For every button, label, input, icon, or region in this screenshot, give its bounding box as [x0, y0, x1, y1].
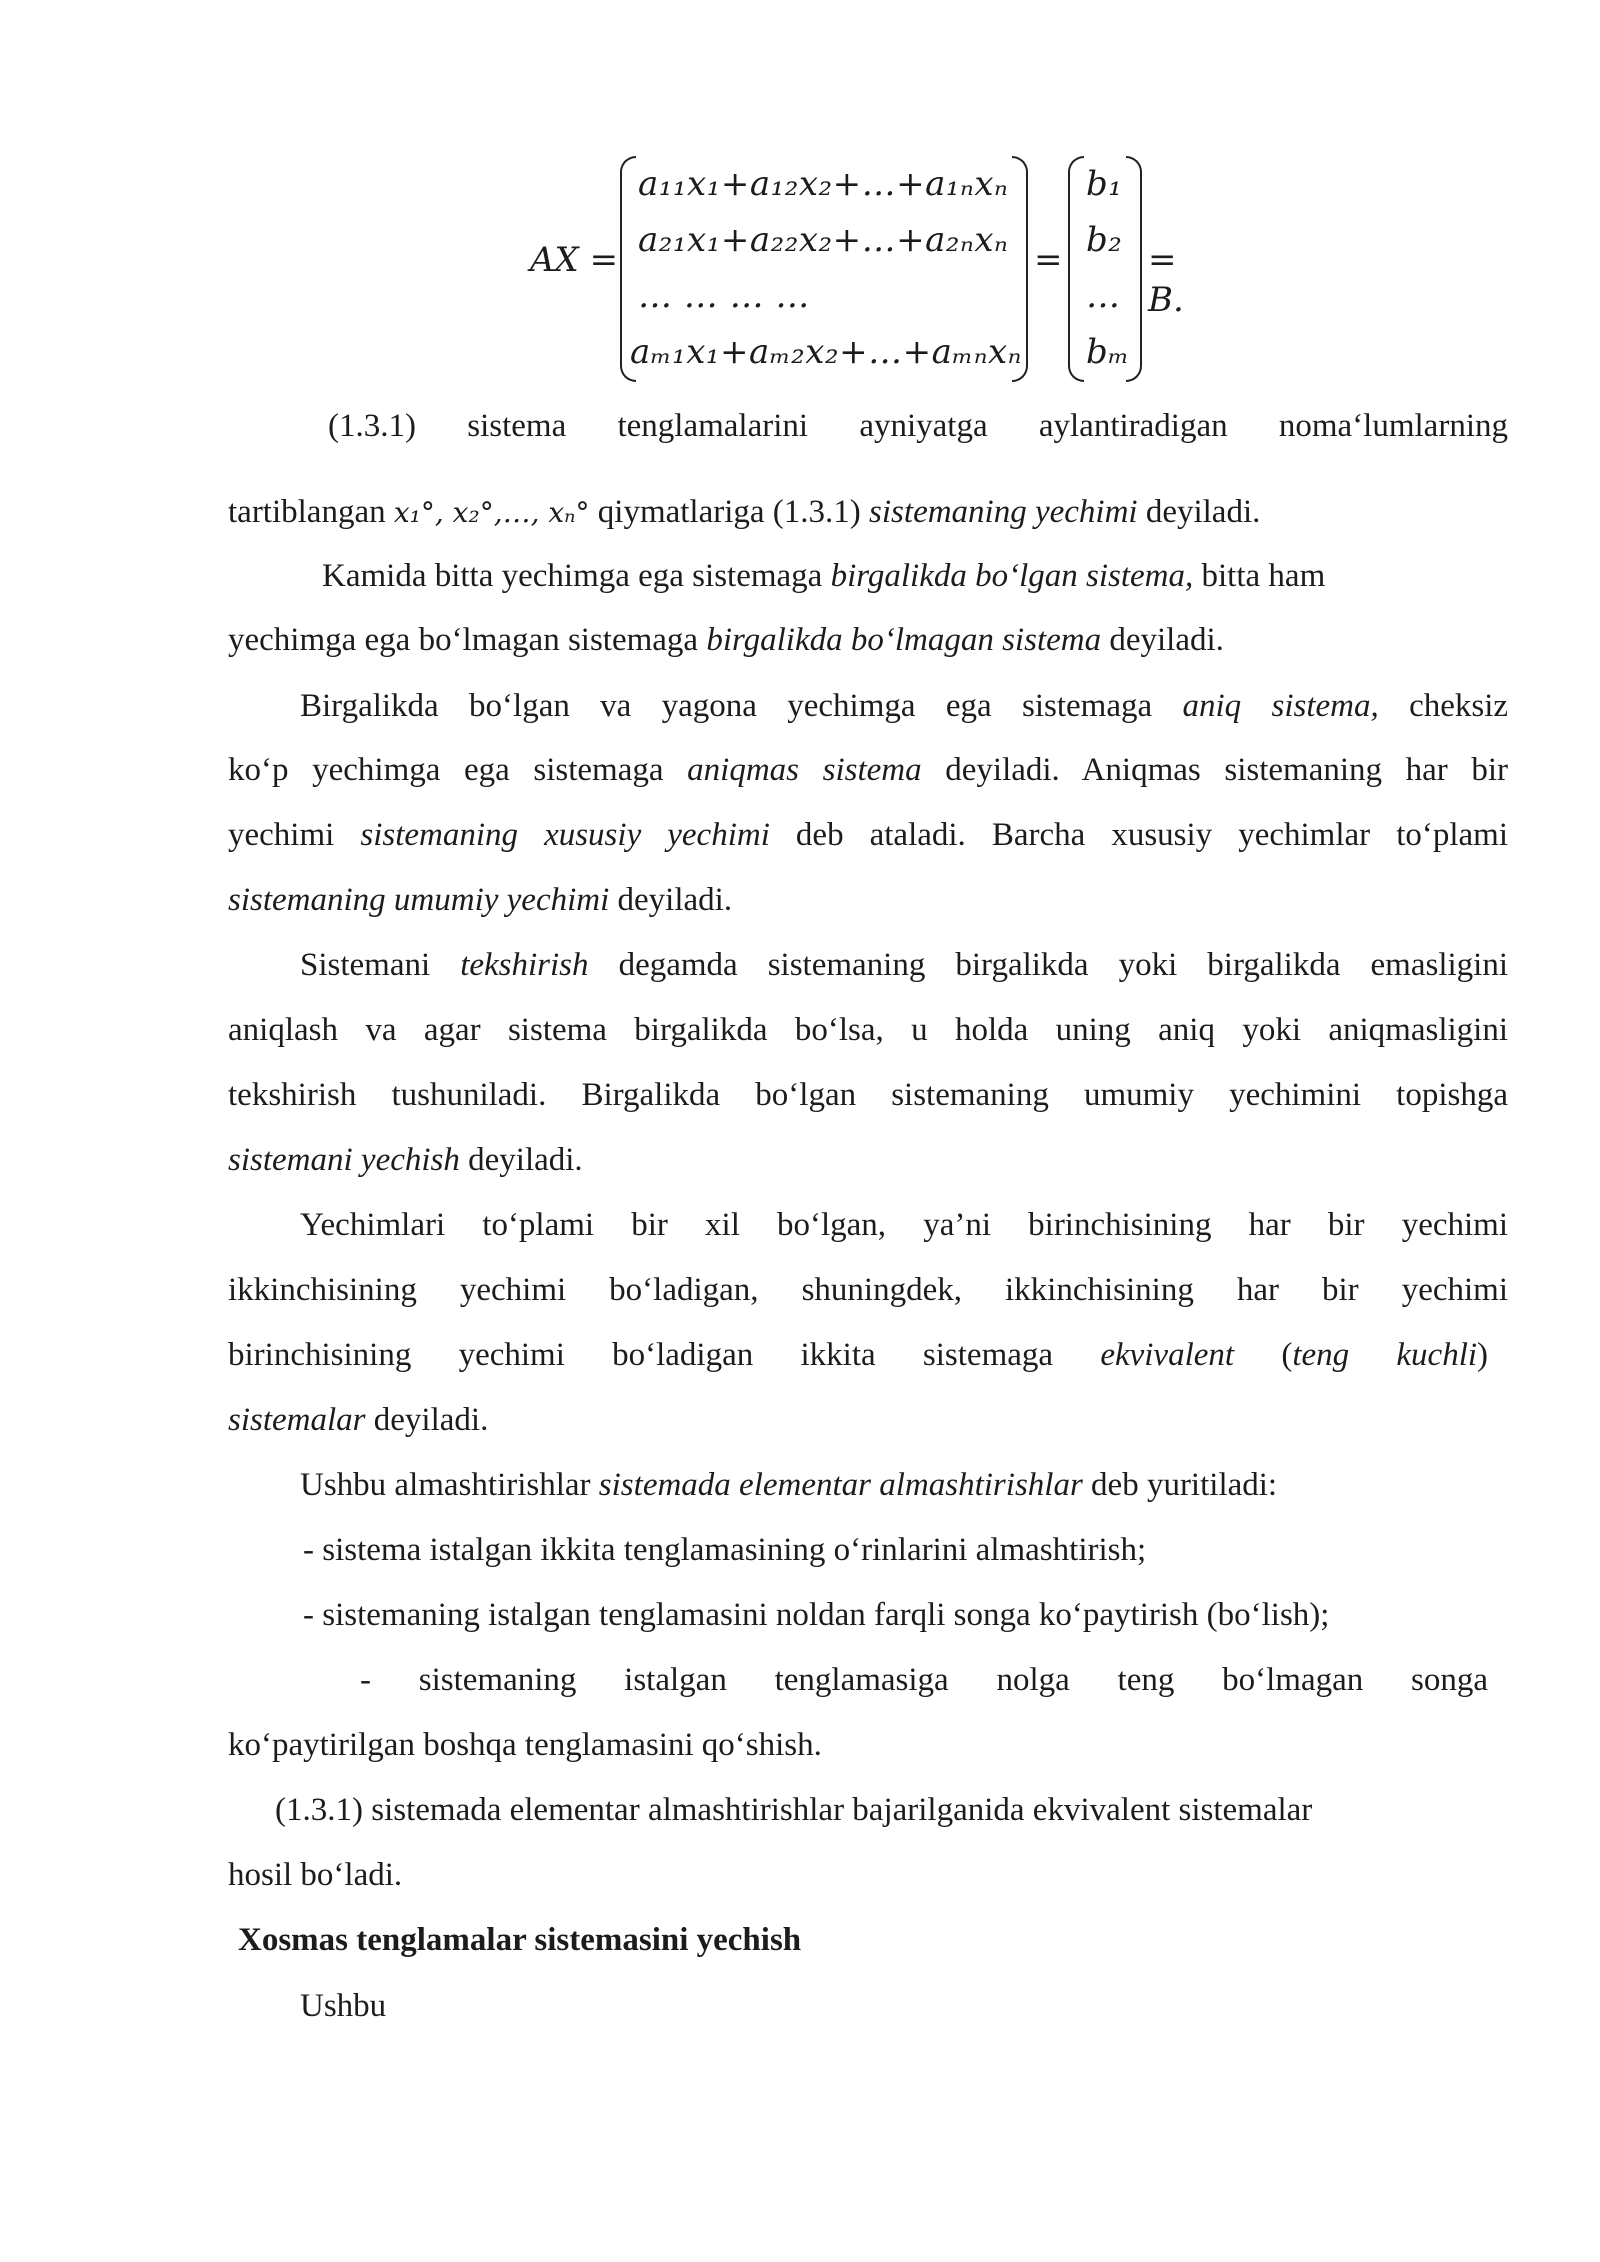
para5-line4: sistemalar deyiladi.	[228, 1402, 489, 1438]
para5-line2: ikkinchisining yechimi bo‘ladigan, shuningdek, ikkinchisining har bir yechimi	[228, 1272, 1508, 1308]
para3-line3: yechimi sistemaning xususiy yechimi deb ataladi. Barcha xususiy yechimlar to‘plami	[228, 817, 1509, 853]
para5-line1: Yechimlari to‘plami bir xil bo‘lgan, ya’ni birinchisining har bir yechimi	[300, 1207, 1508, 1243]
para1-line2: tartiblangan x₁°, x₂°,…, xₙ° qiymatlariga (1.3.1) sistemaning yechimi deyiladi.	[228, 494, 1261, 530]
equation-rhs-tail: = B.	[1148, 240, 1184, 320]
formula-x-values: x₁°, x₂°,…, xₙ°	[393, 496, 590, 529]
equals-sign: =	[1034, 240, 1063, 280]
para3-line2: ko‘p yechimga ega sistemaga aniqmas sistema deyiladi. Aniqmas sistemaning har bir	[228, 752, 1509, 788]
rhs-row-1: b₁	[1086, 164, 1123, 204]
para4-line1: Sistemani tekshirish degamda sistemaning birgalikda yoki birgalikda emasligini	[300, 947, 1509, 983]
para6-line1: Ushbu almashtirishlar sistemada elementar almashtirishlar deb yuritiladi:	[300, 1467, 1278, 1503]
equation-row-4: aₘ₁x₁+aₘ₂x₂+…+aₘₙxₙ	[630, 332, 1022, 372]
bullet-1: - sistema istalgan ikkita tenglamasining o‘rinlarini almashtirish;	[303, 1532, 1147, 1568]
bullet-3-line2: ko‘paytirilgan boshqa tenglamasini qo‘shish.	[228, 1727, 822, 1763]
rhs-row-2: b₂	[1086, 220, 1123, 260]
para2-line2: yechimga ega bo‘lmagan sistemaga birgalikda bo‘lmagan sistema deyiladi.	[228, 622, 1224, 658]
bullet-2: - sistemaning istalgan tenglamasini noldan farqli songa ko‘paytirish (bo‘lish);	[303, 1597, 1330, 1633]
equation-lhs: AX =	[530, 240, 619, 280]
rhs-left-paren	[1068, 156, 1084, 382]
right-paren	[1012, 156, 1028, 382]
para5-line3: birinchisining yechimi bo‘ladigan ikkita sistemaga ekvivalent (teng kuchli)	[228, 1337, 1489, 1373]
equation-row-2: a₂₁x₁+a₂₂x₂+…+a₂ₙxₙ	[638, 220, 1009, 260]
bullet-3-line1: - sistemaning istalgan tenglamasiga nolga teng bo‘lmagan songa	[360, 1662, 1488, 1698]
term-sistemaning-yechimi: sistemaning yechimi	[869, 494, 1138, 530]
para2-line1: Kamida bitta yechimga ega sistemaga birgalikda bo‘lgan sistema, bitta ham	[322, 558, 1326, 594]
section-heading: Xosmas tenglamalar sistemasini yechish	[238, 1922, 802, 1958]
para3-line1: Birgalikda bo‘lgan va yagona yechimga ega sistemaga aniq sistema, cheksiz	[300, 688, 1509, 724]
para4-line3: tekshirish tushuniladi. Birgalikda bo‘lgan sistemaning umumiy yechimini topishga	[228, 1077, 1508, 1113]
rhs-right-paren	[1126, 156, 1142, 382]
para7-line1: (1.3.1) sistemada elementar almashtirishlar bajarilganida ekvivalent sistemalar	[275, 1792, 1313, 1828]
equation-row-3: … … … …	[638, 276, 810, 316]
last-line: Ushbu	[300, 1988, 387, 2024]
para1-line1: (1.3.1) sistema tenglamalarini ayniyatga aylantiradigan noma‘lumlarning	[328, 408, 1508, 444]
para4-line2: aniqlash va agar sistema birgalikda bo‘lsa, u holda uning aniq yoki aniqmasligini	[228, 1012, 1508, 1048]
rhs-row-3: …	[1086, 276, 1121, 316]
rhs-row-4: bₘ	[1086, 332, 1130, 372]
para4-line4: sistemani yechish deyiladi.	[228, 1142, 583, 1178]
para7-line2: hosil bo‘ladi.	[228, 1857, 403, 1893]
matrix-equation	[520, 150, 1220, 390]
equation-row-1: a₁₁x₁+a₁₂x₂+…+a₁ₙxₙ	[638, 164, 1009, 204]
para3-line4: sistemaning umumiy yechimi deyiladi.	[228, 882, 733, 918]
